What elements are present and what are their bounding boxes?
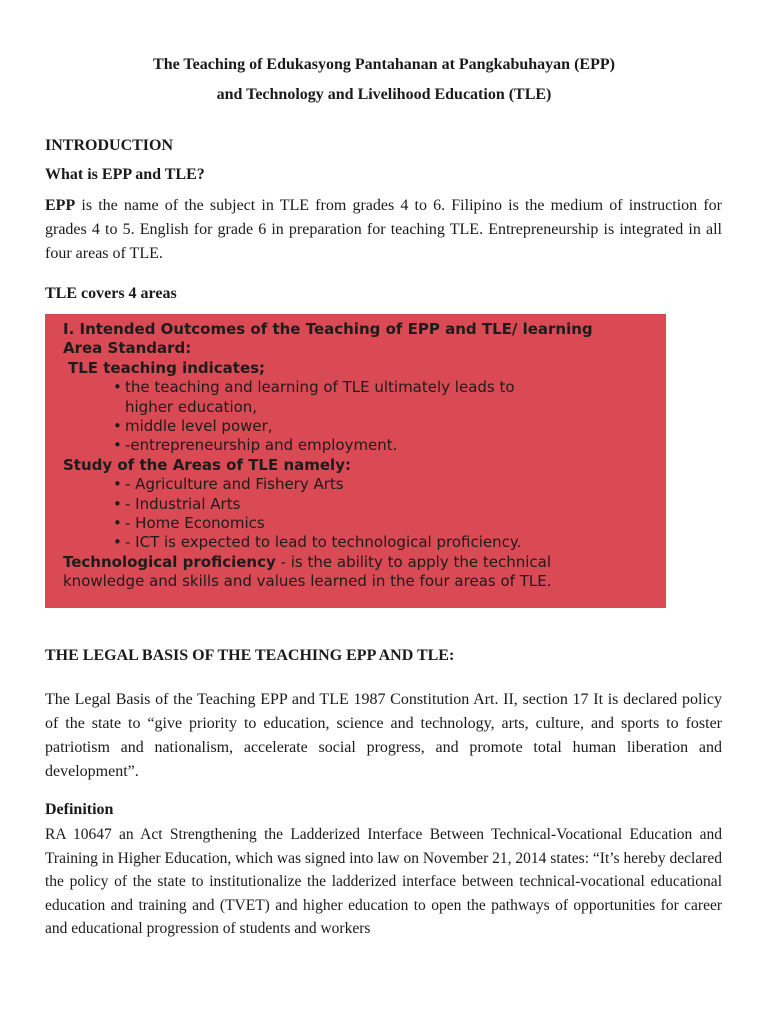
bullet-icon: • [113,475,122,494]
list-item [63,495,648,514]
list-item [63,378,648,397]
list-item [63,533,648,552]
list-item [63,417,648,436]
list-item [63,475,648,494]
bullet-text: - Agriculture and Fishery Arts [125,475,344,494]
list-item [63,436,648,455]
intended-outcomes-box [45,314,666,608]
definition-paragraph: RA 10647 an Act Strengthening the Ladderized Interface Between Technical-Vocational Education and Training in Higher Education, which was signed into law on November 21, 2014 states: “It’s hereby declared the policy of the state to institutionalize the ladderized interface between technical-vocational educational education and training and (TVET) and higher education to open the pathways of opportunities for career and educational progression of students and workers [45,826,722,937]
tp-term: Technological proficiency [63,552,276,571]
bullet-text: -entrepreneurship and employment. [125,436,398,455]
study-areas-heading: Study of the Areas of TLE namely: [63,455,351,474]
bullet-icon: • [113,514,122,533]
bullet-continuation: higher education, [125,397,258,416]
what-is-epp-heading: What is EPP and TLE? [45,166,205,183]
epp-paragraph [45,194,722,266]
bullet-text: the teaching and learning of TLE ultimately leads to [125,378,515,397]
tp-description-line-2: knowledge and skills and values learned in the four areas of TLE. [63,572,552,591]
definition-heading: Definition [45,801,114,818]
bullet-text: - Industrial Arts [125,494,241,513]
bullet-icon: • [113,417,122,436]
bullet-icon: • [113,436,122,455]
bullet-icon: • [113,378,122,397]
bullet-text: - ICT is expected to lead to technological proficiency. [125,533,522,552]
bullet-text: - Home Economics [125,514,265,533]
bullet-text: middle level power, [125,417,273,436]
box-heading-line-1: I. Intended Outcomes of the Teaching of EPP and TLE/ learning [63,320,593,338]
document-title-line-1: The Teaching of Edukasyong Pantahanan at Pangkabuhayan (EPP) [153,56,615,73]
introduction-heading: INTRODUCTION [45,137,174,154]
tle-teaching-indicates: TLE teaching indicates; [68,358,266,377]
list-item [63,514,648,533]
legal-basis-paragraph: The Legal Basis of the Teaching EPP and TLE 1987 Constitution Art. II, section 17 It is declared policy of the state to “give priority to education, science and technology, arts, culture, and sports to foster patriotism and nationalism, accelerate social progress, and promote total human liberation and development”. [45,691,722,780]
epp-term: EPP [45,197,76,214]
technological-proficiency-definition [63,553,648,572]
document-title-line-2: and Technology and Livelihood Education (TLE) [216,86,552,103]
epp-description: is the name of the subject in TLE from grades 4 to 6. Filipino is the medium of instruction for grades 4 to 5. English for grade 6 in preparation for teaching TLE. Entrepreneurship is integrated in all four areas of TLE. [45,197,722,262]
legal-basis-heading: THE LEGAL BASIS OF THE TEACHING EPP AND TLE: [45,647,455,664]
box-heading-line-2: Area Standard: [63,339,192,358]
tp-description: - is the ability to apply the technical [275,552,552,571]
bullet-icon: • [113,494,122,513]
bullet-icon: • [113,533,122,552]
tle-covers-heading: TLE covers 4 areas [45,285,177,302]
